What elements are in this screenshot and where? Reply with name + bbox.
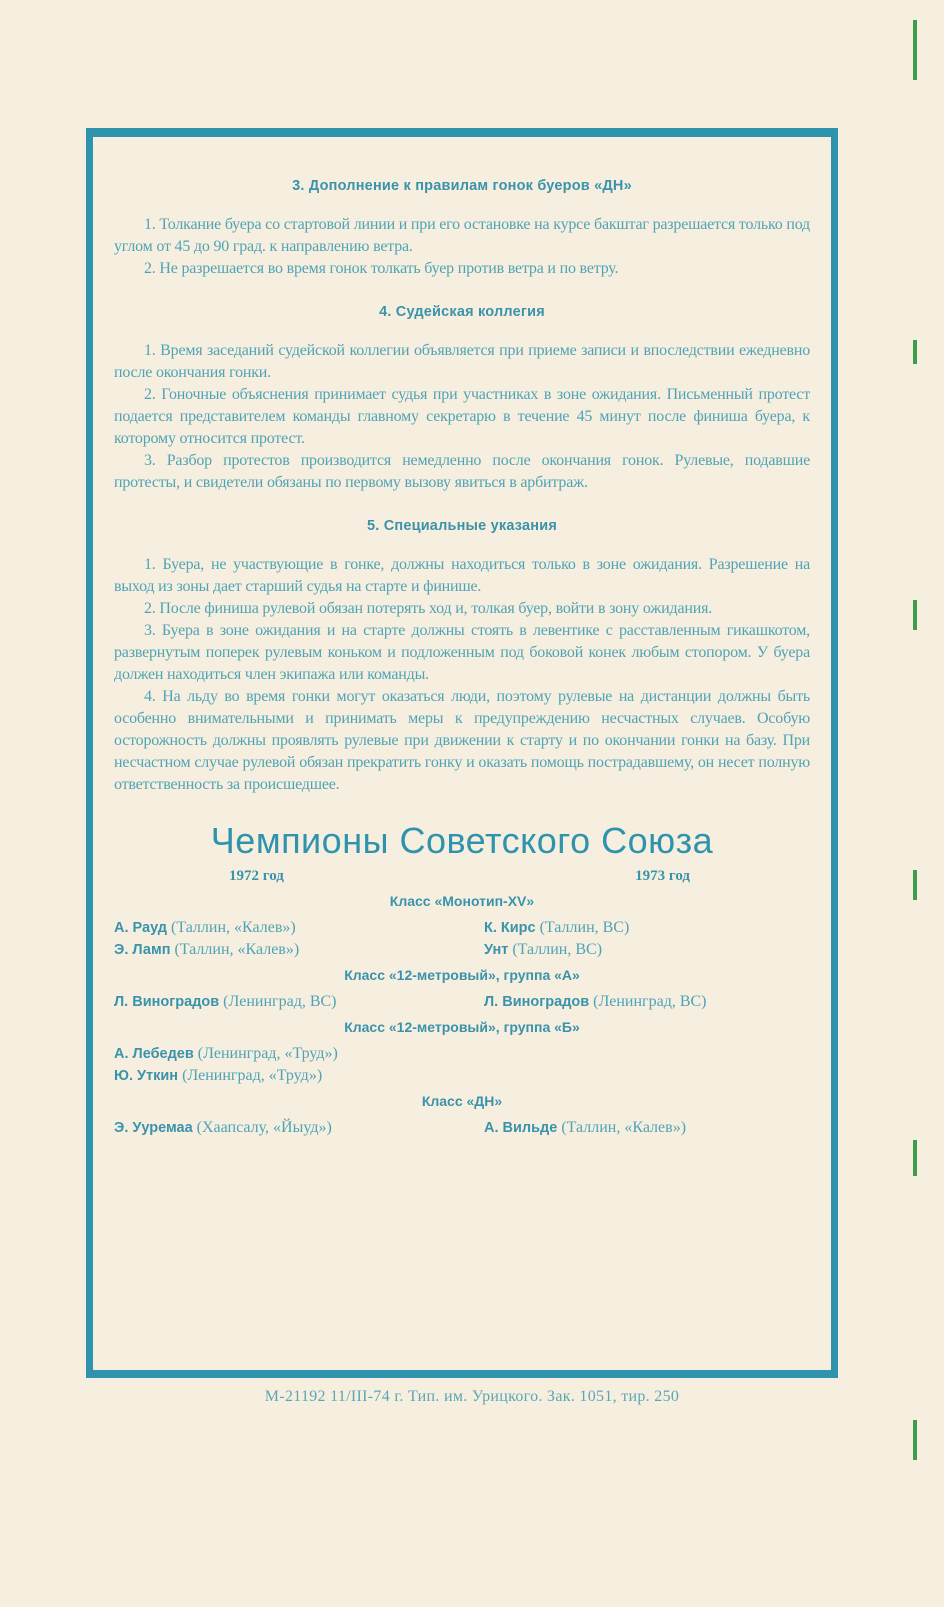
year-headers (114, 868, 810, 885)
scan-edge-mark (913, 20, 917, 80)
section-paragraph: 1. Толкание буера со стартовой линии и при его остановке на курсе бакштаг разрешается только под углом от 45 до 90 град. к направлению ветра. (114, 216, 810, 255)
class-heading: Класс «12-метровый», группа «Б» (344, 1019, 580, 1035)
champion-club: (Ленинград, «Труд») (178, 1067, 323, 1084)
champion-entry (484, 1117, 810, 1139)
section-paragraph: 2. Не разрешается во время гонок толкать буер против ветра и по ветру. (144, 260, 619, 277)
champion-club: (Хаапсалу, «Йыуд») (192, 1119, 332, 1136)
section-paragraph: 1. Время заседаний судейской коллегии объявляется при приеме записи и впоследствии ежедневно после окончания гонки. (114, 342, 810, 381)
rules-section (114, 304, 810, 494)
scan-edge-mark (913, 1140, 917, 1176)
class-heading: Класс «Монотип-XV» (389, 893, 535, 909)
section-heading: 3. Дополнение к правилам гонок буеров «ДН» (292, 178, 632, 194)
champion-club: (Таллин, ВС) (535, 919, 630, 936)
scan-edge-mark (913, 340, 917, 364)
champion-club: (Таллин, «Калев») (557, 1119, 687, 1136)
champion-name: А. Рауд (114, 920, 167, 936)
champion-entry (114, 939, 484, 961)
imprint-footer: М-21192 11/III-74 г. Тип. им. Урицкого. Зак. 1051, тир. 250 (264, 1388, 680, 1405)
champion-club: (Таллин, ВС) (508, 941, 603, 958)
champion-name: А. Вильде (484, 1120, 558, 1136)
champion-entry (484, 939, 810, 961)
class-heading: Класс «ДН» (421, 1093, 503, 1109)
year-1972: 1972 год (229, 868, 284, 884)
champions-title: Чемпионы Советского Союза (210, 820, 714, 861)
champion-club: (Ленинград, ВС) (219, 993, 337, 1010)
champion-name: К. Кирс (484, 920, 536, 936)
champion-entry (114, 1117, 484, 1139)
champion-name: Э. Ламп (114, 942, 171, 958)
scan-edge-mark (913, 600, 917, 630)
champion-name: Л. Виноградов (484, 994, 590, 1010)
class-heading: Класс «12-метровый», группа «А» (344, 967, 580, 983)
champion-club: (Ленинград, «Труд») (193, 1045, 338, 1062)
champion-name: Унт (484, 942, 509, 958)
year-1973: 1973 год (635, 868, 690, 884)
champion-entry (484, 917, 810, 939)
champion-row (114, 917, 810, 939)
section-paragraph: 3. Буера в зоне ожидания и на старте должны стоять в левентике с расставленным гикашкотом, развернутым поперек рулевым коньком и подложенным под боковой конек любым стопором. У буера должен находиться член экипажа или команды. (114, 622, 810, 683)
section-paragraph: 3. Разбор протестов производится немедленно после окончания гонок. Рулевые, подавшие протесты, и свидетели обязаны по первому вызову явиться в арбитраж. (114, 452, 810, 491)
champion-entry (484, 991, 810, 1013)
champion-name: Л. Виноградов (114, 994, 220, 1010)
champion-entry (484, 1043, 810, 1065)
champion-row (114, 1117, 810, 1139)
rules-section (114, 518, 810, 796)
scan-edge-mark (913, 1420, 917, 1460)
champion-row (114, 1065, 810, 1087)
section-paragraph: 1. Буера, не участвующие в гонке, должны находиться только в зоне ожидания. Разрешение на выход из зоны дает старший судья на старте и финише. (114, 556, 810, 595)
section-paragraph: 2. После финиша рулевой обязан потерять ход и, толкая буер, войти в зону ожидания. (144, 600, 713, 617)
champion-club: (Таллин, «Калев») (170, 941, 300, 958)
champion-entry (484, 1065, 810, 1087)
champion-entry (114, 1065, 484, 1087)
champion-row (114, 991, 810, 1013)
champion-club: (Таллин, «Калев») (166, 919, 296, 936)
champion-row (114, 1043, 810, 1065)
section-heading: 4. Судейская коллегия (379, 304, 545, 320)
champion-row (114, 939, 810, 961)
scan-edge-mark (913, 870, 917, 900)
champion-name: Ю. Уткин (114, 1068, 179, 1084)
champion-club: (Ленинград, ВС) (589, 993, 707, 1010)
champion-entry (114, 917, 484, 939)
champion-name: А. Лебедев (114, 1046, 194, 1062)
champions-classes (114, 893, 810, 1139)
section-paragraph: 4. На льду во время гонки могут оказаться люди, поэтому рулевые на дистанции должны быть особенно внимательными и принимать меры к предупреждению несчастных случаев. Особую осторожность должны проявлять рулевые при движении к старту и по окончании гонки на базу. При несчастном случае рулевой обязан прекратить гонку и оказать помощь пострадавшему, он несет полную ответственность за происшедшее. (114, 688, 810, 793)
document-body (114, 178, 810, 1139)
rules-section (114, 178, 810, 280)
section-heading: 5. Специальные указания (366, 518, 558, 534)
champion-entry (114, 991, 484, 1013)
champion-entry (114, 1043, 484, 1065)
section-paragraph: 2. Гоночные объяснения принимает судья при участниках в зоне ожидания. Письменный протест подается представителем команды главному секретарю в течение 45 минут после финиша буера, к которому относится протест. (114, 386, 810, 447)
rules-sections (114, 178, 810, 796)
champion-name: Э. Ууремаа (114, 1120, 193, 1136)
